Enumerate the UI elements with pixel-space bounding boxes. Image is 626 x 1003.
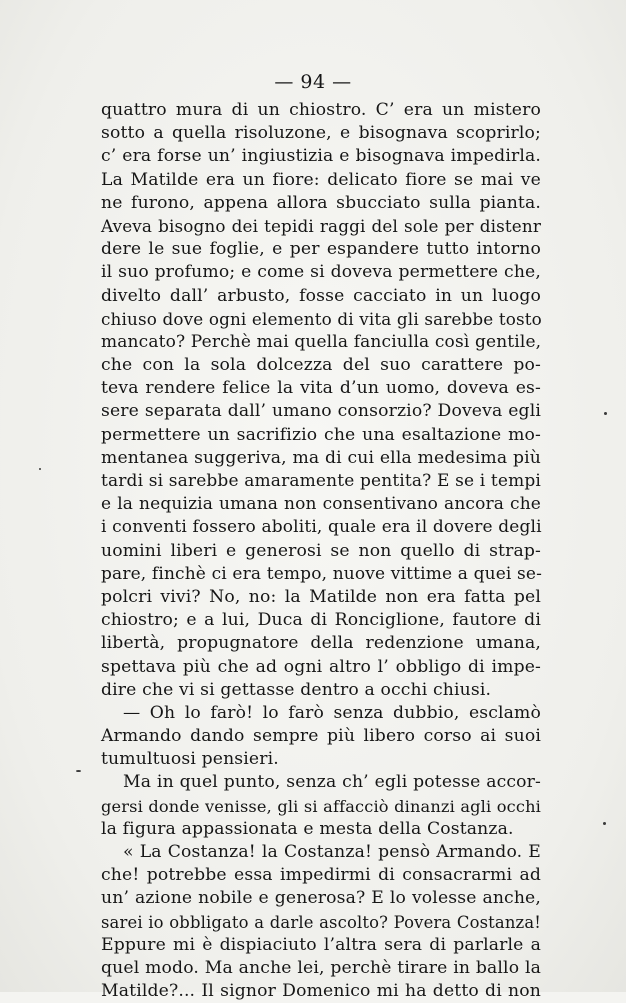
text-line: La Matilde era un fiore: delicato fiore se mai ve [101, 169, 541, 190]
text-line: un’ azione nobile e generosa? E lo volesse anche, [101, 888, 541, 909]
text-line: tumultuosi pensieri. [101, 749, 279, 770]
text-line: Eppure mi è dispiaciuto l’altra sera di parlarle a [101, 934, 541, 955]
text-line: spettava più che ad ogni altro l’ obbligo di impe- [101, 656, 541, 677]
text-line: sere separata dall’ umano consorzio? Doveva egli [101, 401, 541, 422]
text-line: teva rendere felice la vita d’un uomo, doveva es- [101, 378, 541, 399]
scan-speck [604, 412, 607, 415]
text-line: Aveva bisogno dei tepidi raggi del sole per distenr [101, 215, 541, 236]
text-line: — Oh lo farò! lo farò senza dubbio, esclamò [123, 702, 541, 723]
text-line: sotto a quella risoluzone, e bisognava scoprirlo; [101, 123, 541, 144]
scan-speck [76, 770, 81, 772]
text-line: mentanea suggeriva, ma di cui ella medesima più [101, 447, 541, 468]
text-line: il suo profumo; e come si doveva permettere che, [101, 262, 541, 283]
text-line: uomini liberi e generosi se non quello di strap- [101, 540, 541, 561]
text-line: chiuso dove ogni elemento di vita gli sarebbe tosto [101, 308, 542, 329]
scan-speck [39, 468, 41, 470]
text-line: che con la sola dolcezza del suo carattere po- [101, 355, 541, 376]
text-line: permettere un sacrifizio che una esaltazione mo- [101, 424, 541, 445]
text-line: dere le sue foglie, e per espandere tutto intorno [101, 239, 541, 260]
text-line: tardi si sarebbe amaramente pentita? E se i tempi [101, 471, 541, 491]
text-line: libertà, propugnatore della redenzione umana, [101, 633, 541, 654]
body-text [101, 99, 541, 1003]
text-line: i conventi fossero aboliti, quale era il dovere degli [101, 517, 542, 538]
text-line: che! potrebbe essa impedirmi di consacrarmi ad [101, 865, 541, 886]
page-number: — 94 — [274, 71, 352, 93]
text-line: dire che vi si gettasse dentro a occhi chiusi. [101, 679, 492, 700]
text-line: Ma in quel punto, senza ch’ egli potesse accor- [123, 772, 541, 793]
text-line: chiostro; e a lui, Duca di Ronciglione, fautore di [101, 610, 541, 631]
text-line: e la nequizia umana non consentivano ancora che [101, 494, 541, 515]
text-line: ne furono, appena allora sbucciato sulla pianta. [101, 192, 541, 213]
text-line: sarei io obbligato a darle ascolto? Povera Costanza! [101, 912, 541, 932]
text-line: pare, finchè ci era tempo, nuove vittime a quei se- [101, 563, 543, 584]
scan-speck [603, 822, 606, 825]
text-line: c’ era forse un’ ingiustizia e bisognava impedirla. [101, 146, 541, 167]
text-line: la figura appassionata e mesta della Costanza. [101, 818, 514, 839]
text-line: mancato? Perchè mai quella fanciulla così gentile, [101, 331, 542, 352]
text-line: quattro mura di un chiostro. C’ era un mistero [101, 100, 541, 120]
text-line: gersi donde venisse, gli si affacciò dinanzi agli occhi [101, 796, 541, 816]
text-line: Armando dando sempre più libero corso ai suoi [101, 726, 541, 747]
text-line: polcri vivi? No, no: la Matilde non era fatta pel [101, 586, 541, 607]
text-line: divelto dall’ arbusto, fosse cacciato in un luogo [101, 285, 541, 306]
text-line: Matilde?... Il signor Domenico mi ha detto di non [101, 981, 541, 1002]
text-line: quel modo. Ma anche lei, perchè tirare in ballo la [101, 957, 541, 978]
text-line: « La Costanza! la Costanza! pensò Armando. E [123, 842, 541, 862]
